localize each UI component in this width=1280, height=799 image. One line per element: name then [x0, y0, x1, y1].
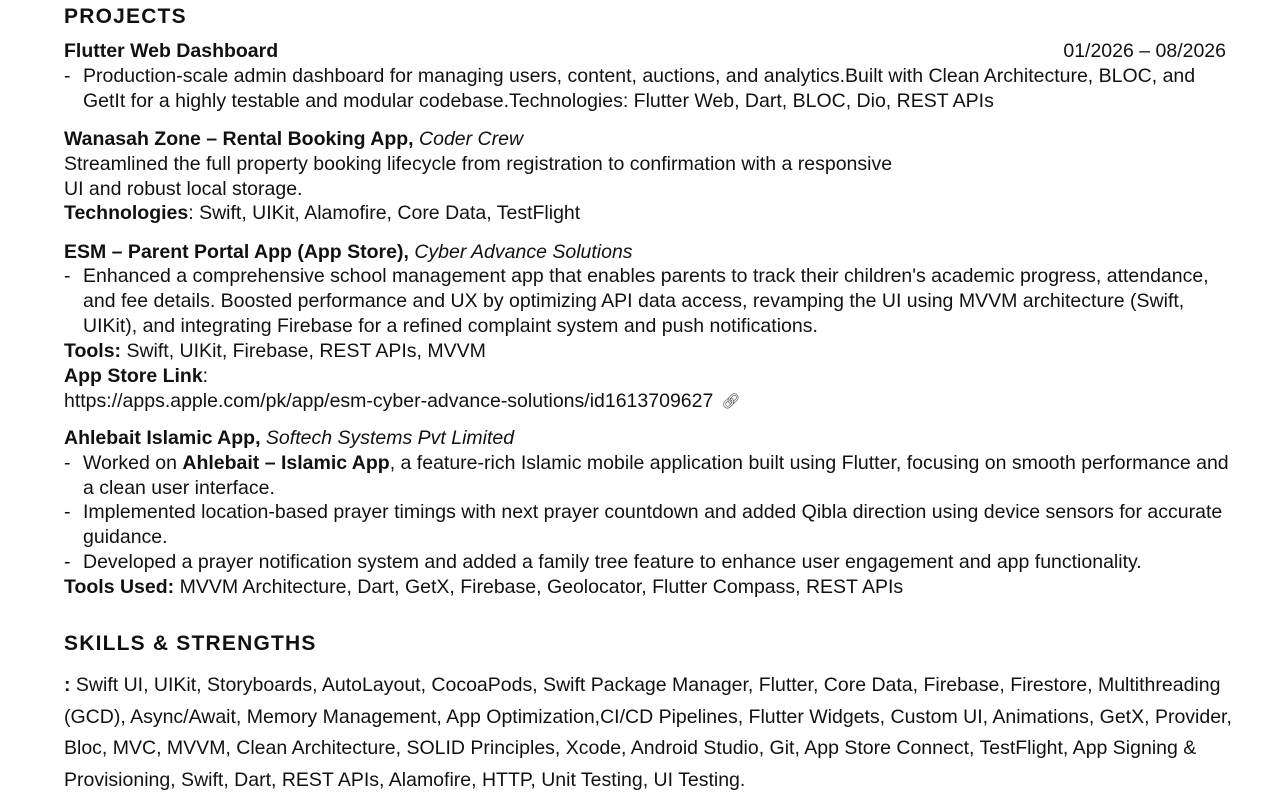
link-icon[interactable]: 🔗︎ — [721, 393, 741, 410]
bullet-text: Developed a prayer notification system and added a family tree feature to enhance user engagement and app functionality. — [83, 551, 1142, 573]
app-store-link[interactable]: https://apps.apple.com/pk/app/esm-cyber-advance-solutions/id1613709627 — [64, 390, 714, 412]
projects-heading: PROJECTS — [64, 5, 187, 28]
bullet-text: Enhanced a comprehensive school management app that enables parents to track their children's academic progress, attendance, and fee details. Boosted performance and UX by optimizing API data access, revamping the UI using MVVM architecture (Swift, UIKit), and integrating Firebase for a refined complaint system and push notifications. — [83, 265, 1209, 337]
tools-label: Tools: — [64, 340, 122, 362]
project-bullet-ahlebait-3 — [64, 550, 1234, 575]
bullet-dash: - — [64, 65, 71, 87]
project-bullet-flutter — [64, 64, 1234, 114]
bullet-text: Implemented location-based prayer timings with next prayer countdown and added Qibla direction using device sensors for accurate guidance. — [83, 501, 1223, 548]
tools-value: MVVM Architecture, Dart, GetX, Firebase, Geolocator, Flutter Compass, REST APIs — [174, 576, 904, 598]
skills-text: Swift UI, UIKit, Storyboards, AutoLayout, CocoaPods, Swift Package Manager, Flutter, Core Data, Firebase, Firestore, Multithreading (GCD), Async/Await, Memory Management, App Optimization,CI/CD Pipelines, Flutter Widgets, Custom UI, Animations, GetX, Provider, Bloc, MVC, MVVM, Clean Architecture, SOLID Principles, Xcode, Android Studio, Git, App Store Connect, TestFlight, App Signing & Provisioning, Swift, Dart, REST APIs, Alamofire, HTTP, Unit Testing, UI Testing. — [64, 674, 1232, 791]
app-store-link-line — [64, 389, 740, 414]
bullet-dash: - — [64, 551, 71, 573]
project-header-wanasah — [64, 127, 523, 151]
bullet-text-post: , a feature-rich Islamic mobile application built using Flutter, focusing on smooth performance and a clean user interface. — [83, 452, 1229, 499]
project-title-esm: ESM – Parent Portal App (App Store), — [64, 241, 409, 263]
project-desc-line-1: Streamlined the full property booking lifecycle from registration to confirmation with a responsive — [64, 153, 893, 175]
project-tools-esm — [64, 339, 486, 363]
project-header-ahlebait — [64, 426, 514, 450]
bullet-dash: - — [64, 265, 71, 287]
project-date-flutter: 01/2026 – 08/2026 — [1063, 40, 1226, 62]
tech-label: Technologies — [64, 202, 189, 224]
project-company-ahlebait: Softech Systems Pvt Limited — [265, 427, 515, 449]
project-desc-line-2: UI and robust local storage. — [64, 178, 303, 200]
skills-colon: : — [64, 674, 71, 696]
project-tech-wanasah — [64, 201, 580, 225]
bullet-text-pre: Worked on — [83, 452, 183, 474]
project-title-ahlebait: Ahlebait Islamic App, — [64, 427, 261, 449]
skills-heading: SKILLS & STRENGTHS — [64, 632, 317, 655]
app-store-link-label: App Store Link — [64, 365, 203, 387]
project-title-flutter: Flutter Web Dashboard — [64, 40, 279, 62]
skills-list — [64, 670, 1234, 796]
project-bullet-ahlebait-2 — [64, 500, 1234, 550]
tools-label: Tools Used: — [64, 576, 175, 598]
project-tools-ahlebait — [64, 575, 903, 599]
project-title-wanasah: Wanasah Zone – Rental Booking App, — [64, 128, 414, 150]
bullet-text — [83, 451, 1234, 501]
project-company-wanasah: Coder Crew — [419, 128, 524, 150]
project-bullet-ahlebait-1 — [64, 451, 1234, 501]
project-bullet-esm — [64, 264, 1234, 338]
app-store-link-colon: : — [202, 365, 209, 387]
bullet-text: Production-scale admin dashboard for managing users, content, auctions, and analytics.Built with Clean Architecture, BLOC, and GetIt for a highly testable and modular codebase.Technologies: Flutter Web, Dart, BLOC, Dio, REST APIs — [83, 65, 1196, 112]
bullet-dash: - — [64, 501, 71, 523]
tech-value: : Swift, UIKit, Alamofire, Core Data, TestFlight — [188, 202, 581, 224]
project-header-esm — [64, 240, 633, 264]
bullet-dash: - — [64, 452, 71, 474]
project-company-esm: Cyber Advance Solutions — [414, 241, 633, 263]
bullet-text-bold: Ahlebait – Islamic App — [182, 452, 390, 474]
tools-value: Swift, UIKit, Firebase, REST APIs, MVVM — [121, 340, 486, 362]
app-store-link-label-line — [64, 364, 208, 388]
